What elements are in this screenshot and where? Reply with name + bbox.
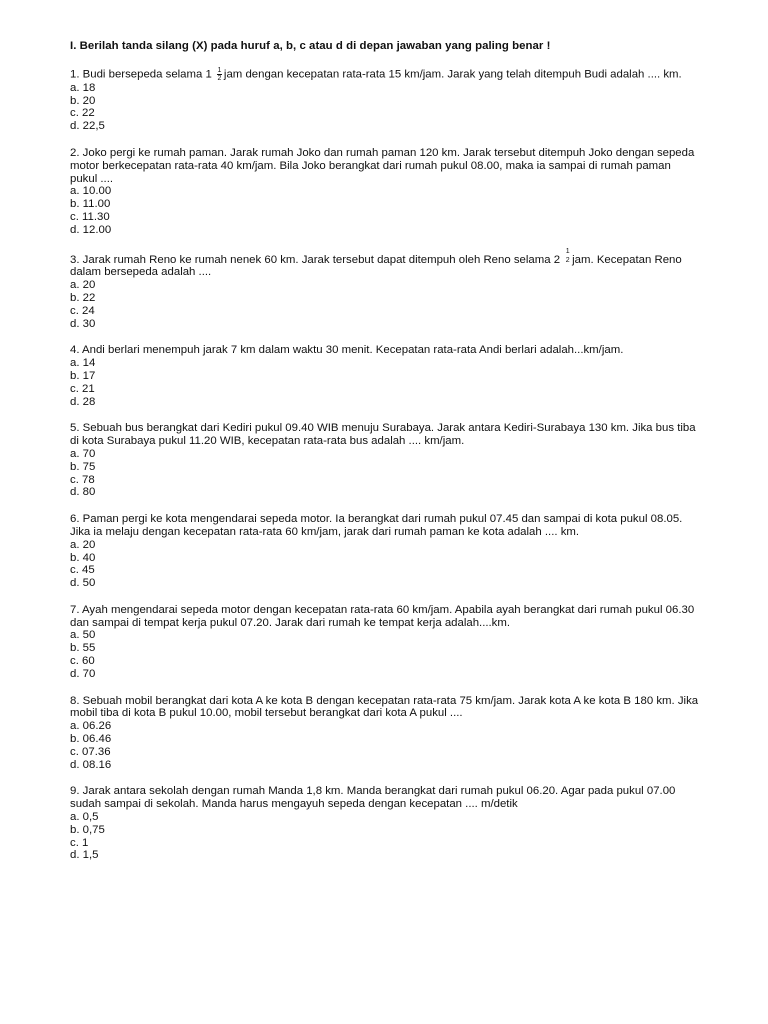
question-3 xyxy=(70,247,700,331)
option-d[interactable]: d. 28 xyxy=(70,395,96,408)
option-c[interactable]: c. 21 xyxy=(70,382,95,395)
fraction-one-half: 1 2 xyxy=(565,247,570,264)
option-a[interactable]: a. 06.26 xyxy=(70,720,112,733)
answer-options xyxy=(70,539,700,590)
question-text: 8. Sebuah mobil berangkat dari kota A ke kota B dengan kecepatan rata-rata 75 km/jam. Jarak kota A ke kota B 180 km. Jika mobil tiba di kota B pukul 10.00, mobil tersebut berangkat dari kota A pukul .... xyxy=(70,694,699,720)
question-9 xyxy=(70,785,700,862)
option-b[interactable]: b. 06.46 xyxy=(70,733,112,746)
option-c[interactable]: c. 07.36 xyxy=(70,745,111,758)
answer-options xyxy=(70,811,700,862)
option-d[interactable]: d. 08.16 xyxy=(70,758,112,771)
question-7 xyxy=(70,604,700,681)
option-a[interactable]: a. 18 xyxy=(70,81,96,94)
question-text: 2. Joko pergi ke rumah paman. Jarak rumah Joko dan rumah paman 120 km. Jarak tersebut ditempuh Joko dengan sepeda motor berkecepatan rata-rata 40 km/jam. Bila Joko berangkat dari rumah pukul 08.00, maka ia sampai di rumah paman pukul .... xyxy=(70,146,695,185)
option-b[interactable]: b. 40 xyxy=(70,551,96,564)
question-6 xyxy=(70,513,700,590)
answer-options xyxy=(70,448,700,499)
answer-options xyxy=(70,185,700,236)
option-c[interactable]: c. 45 xyxy=(70,564,95,577)
question-4 xyxy=(70,344,700,408)
option-c[interactable]: c. 11.30 xyxy=(70,210,110,223)
option-b[interactable]: b. 17 xyxy=(70,369,96,382)
option-d[interactable]: d. 12.00 xyxy=(70,223,112,236)
option-a[interactable]: a. 10.00 xyxy=(70,185,112,198)
answer-options xyxy=(70,82,700,133)
option-c[interactable]: c. 60 xyxy=(70,655,95,668)
question-5 xyxy=(70,422,700,499)
option-b[interactable]: b. 75 xyxy=(70,460,96,473)
question-text: 6. Paman pergi ke kota mengendarai sepeda motor. Ia berangkat dari rumah pukul 07.45 dan sampai di kota pukul 08.05. Jika ia melaju dengan kecepatan rata-rata 60 km/jam, jarak dari rumah paman ke kota adalah .... km. xyxy=(70,513,683,538)
option-a[interactable]: a. 50 xyxy=(70,629,96,642)
question-text: 9. Jarak antara sekolah dengan rumah Manda 1,8 km. Manda berangkat dari rumah pukul 06.20. Agar pada pukul 07.00 sudah sampai di sekolah. Manda harus mengayuh sepeda dengan kecepatan .... m/detik xyxy=(70,785,676,811)
option-b[interactable]: b. 0,75 xyxy=(70,823,105,836)
option-a[interactable]: a. 20 xyxy=(70,279,96,292)
answer-options xyxy=(70,629,700,680)
question-text: 1. Budi bersepeda selama 1 $\frac{1}{2}$ jam dengan kecepatan rata-rata 15 km/jam. Jarak yang telah ditempuh Budi adalah .... km. xyxy=(70,66,682,82)
question-1 xyxy=(70,67,700,133)
question-text: 7. Ayah mengendarai sepeda motor dengan kecepatan rata-rata 60 km/jam. Apabila ayah berangkat dari rumah pukul 06.30 dan sampai di tempat kerja pukul 07.20. Jarak dari rumah ke tempat kerja adalah....km. xyxy=(70,603,695,629)
option-d[interactable]: d. 70 xyxy=(70,667,96,680)
option-a[interactable]: a. 20 xyxy=(70,538,96,551)
answer-options xyxy=(70,720,700,771)
option-d[interactable]: d. 30 xyxy=(70,317,96,330)
fraction-one-half: $\frac{1}{2}$ xyxy=(217,66,222,82)
question-8 xyxy=(70,695,700,772)
option-b[interactable]: b. 55 xyxy=(70,642,96,655)
option-a[interactable]: a. 14 xyxy=(70,357,96,370)
option-b[interactable]: b. 22 xyxy=(70,291,96,304)
worksheet-page xyxy=(70,40,700,876)
option-b[interactable]: b. 20 xyxy=(70,94,96,107)
option-c[interactable]: c. 78 xyxy=(70,473,95,486)
instruction-heading: I. Berilah tanda silang (X) pada huruf a, b, c atau d di depan jawaban yang paling benar ! xyxy=(70,40,551,52)
answer-options xyxy=(70,357,700,408)
option-d[interactable]: d. 22,5 xyxy=(70,120,105,133)
option-d[interactable]: d. 80 xyxy=(70,486,96,499)
option-c[interactable]: c. 24 xyxy=(70,304,95,317)
option-c[interactable]: c. 22 xyxy=(70,107,95,120)
option-c[interactable]: c. 1 xyxy=(70,836,89,849)
question-text: 4. Andi berlari menempuh jarak 7 km dalam waktu 30 menit. Kecepatan rata-rata Andi berlari adalah...km/jam. xyxy=(70,344,624,357)
option-b[interactable]: b. 11.00 xyxy=(70,198,111,211)
option-a[interactable]: a. 70 xyxy=(70,447,96,460)
question-2 xyxy=(70,147,700,237)
question-text: 3. Jarak rumah Reno ke rumah nenek 60 km. Jarak tersebut dapat ditempuh oleh Reno selama 2 1 2 jam. Kecepatan Reno dalam bersepeda adalah .... xyxy=(70,247,682,279)
question-text: 5. Sebuah bus berangkat dari Kediri pukul 09.40 WIB menuju Surabaya. Jarak antara Kediri-Surabaya 130 km. Jika bus tiba di kota Surabaya pukul 11.20 WIB, kecepatan rata-rata bus adalah .... km/jam. xyxy=(70,422,696,448)
option-d[interactable]: d. 50 xyxy=(70,577,96,590)
option-d[interactable]: d. 1,5 xyxy=(70,849,99,862)
option-a[interactable]: a. 0,5 xyxy=(70,811,99,824)
answer-options xyxy=(70,279,700,330)
